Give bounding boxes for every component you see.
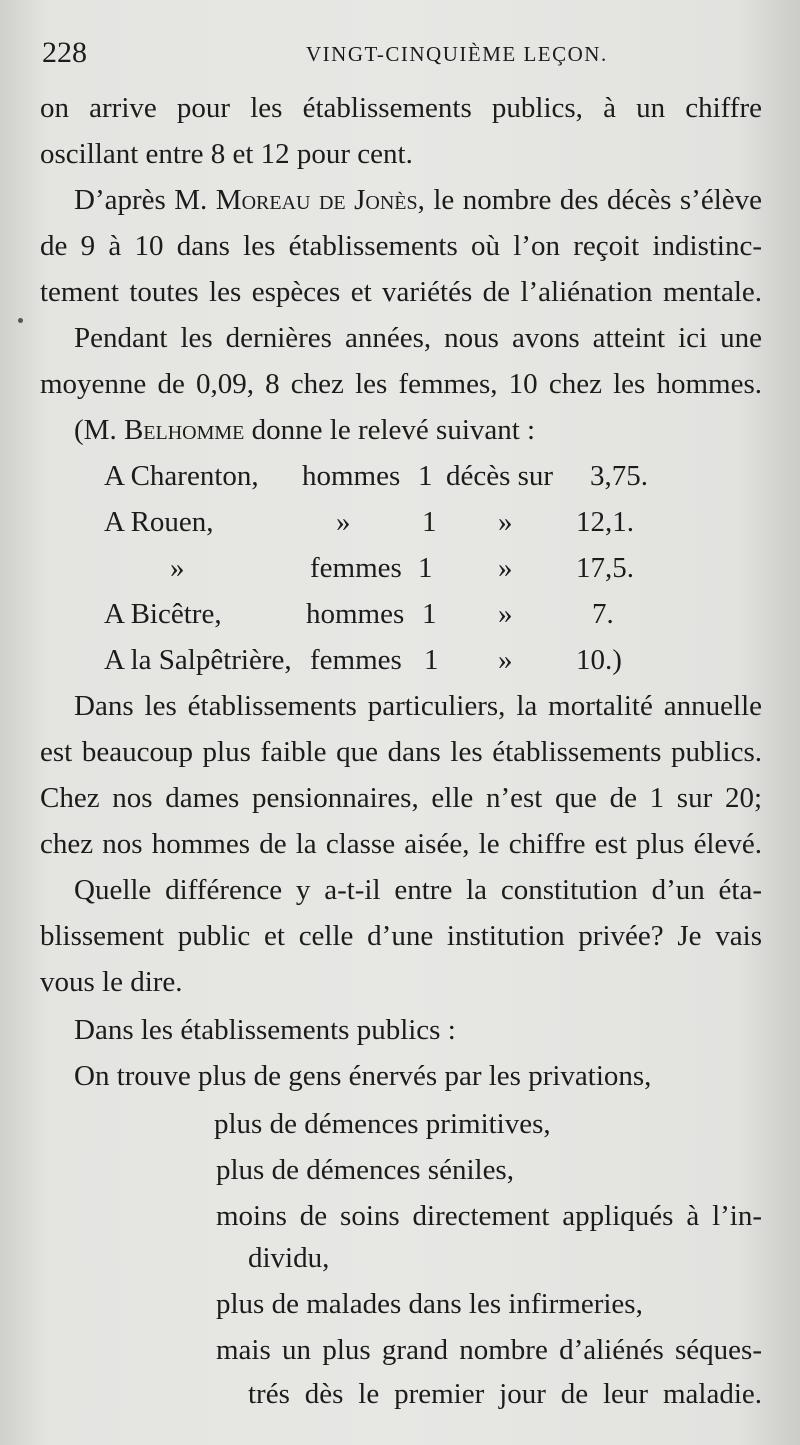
table-cell-label: »	[498, 552, 513, 584]
text-line: Dans les établissements particuliers, la mortalité annuelle	[74, 690, 762, 722]
table-cell-sex: hommes	[306, 598, 405, 630]
list-lead: On trouve plus de gens énervés par les privations,	[74, 1060, 652, 1092]
table-cell-label: »	[498, 598, 513, 630]
table-cell-count: 1	[422, 598, 437, 630]
author-name: Moreau de Jonès	[215, 184, 418, 216]
table-cell-sex: »	[336, 506, 351, 538]
table-cell-place: »	[170, 552, 185, 584]
table-cell-value: 10.)	[576, 644, 622, 676]
text-line: est beaucoup plus faible que dans les établissements publics.	[40, 736, 762, 768]
table-cell-sex: hommes	[302, 460, 401, 492]
table-cell-count: 1	[424, 644, 439, 676]
table-cell-label: décès sur	[446, 460, 554, 492]
text-line: tement toutes les espèces et variétés de l’aliénation mentale.	[40, 276, 762, 308]
text-fragment: (M.	[74, 414, 124, 446]
table-cell-count: 1	[418, 460, 433, 492]
text-fragment: D’après M.	[74, 184, 216, 216]
table-cell-sex: femmes	[310, 552, 402, 584]
table-cell-place: A Rouen,	[104, 506, 214, 538]
text-line: de 9 à 10 dans les établissements où l’on reçoit indistinc-	[40, 230, 762, 262]
text-line: chez nos hommes de la classe aisée, le chiffre est plus élevé.	[40, 828, 762, 860]
list-item: plus de malades dans les infirmeries,	[216, 1288, 643, 1320]
text-fragment: donne le relevé suivant :	[244, 414, 536, 446]
text-fragment: , le nombre des décès s’élève	[417, 184, 762, 216]
table-cell-place: A Bicêtre,	[104, 598, 222, 630]
text-line: moyenne de 0,09, 8 chez les femmes, 10 chez les hommes.	[40, 368, 762, 400]
text-line: Chez nos dames pensionnaires, elle n’est que de 1 sur 20;	[40, 782, 762, 814]
table-cell-count: 1	[418, 552, 433, 584]
text-line: vous le dire.	[40, 966, 183, 998]
list-item-continuation: dividu,	[248, 1242, 330, 1274]
text-line: oscillant entre 8 et 12 pour cent.	[40, 138, 413, 170]
author-name: Belhomme	[123, 414, 245, 446]
page-header	[40, 36, 760, 76]
table-cell-value: 12,1.	[576, 506, 634, 538]
list-item-continuation: trés dès le premier jour de leur maladie.	[248, 1378, 762, 1410]
list-item: plus de démences séniles,	[216, 1154, 514, 1186]
table-cell-place: A Charenton,	[104, 460, 259, 492]
text-line	[74, 410, 762, 450]
list-item: plus de démences primitives,	[214, 1108, 551, 1140]
table-cell-label: »	[498, 506, 513, 538]
table-cell-value: 17,5.	[576, 552, 634, 584]
table-cell-value: 7.	[592, 598, 614, 630]
text-line	[74, 180, 762, 220]
running-title: VINGT-CINQUIÈME LEÇON.	[306, 42, 608, 66]
ink-spot	[18, 318, 23, 323]
list-item: moins de soins directement appliqués à l’in-	[216, 1200, 762, 1232]
list-item: mais un plus grand nombre d’aliénés séques-	[216, 1334, 762, 1366]
text-line: Quelle différence y a-t-il entre la constitution d’un éta-	[74, 874, 762, 906]
table-cell-place: A la Salpêtrière,	[104, 644, 292, 676]
table-cell-label: »	[498, 644, 513, 676]
table-cell-count: 1	[422, 506, 437, 538]
text-line: Pendant les dernières années, nous avons atteint ici une	[74, 322, 762, 354]
text-line: blissement public et celle d’une institution privée? Je vais	[40, 920, 762, 952]
table-cell-sex: femmes	[310, 644, 402, 676]
text-line: on arrive pour les établissements publics, à un chiffre	[40, 92, 762, 124]
table-cell-value: 3,75.	[590, 460, 648, 492]
page-number: 228	[42, 36, 87, 69]
text-line: Dans les établissements publics :	[74, 1014, 456, 1046]
